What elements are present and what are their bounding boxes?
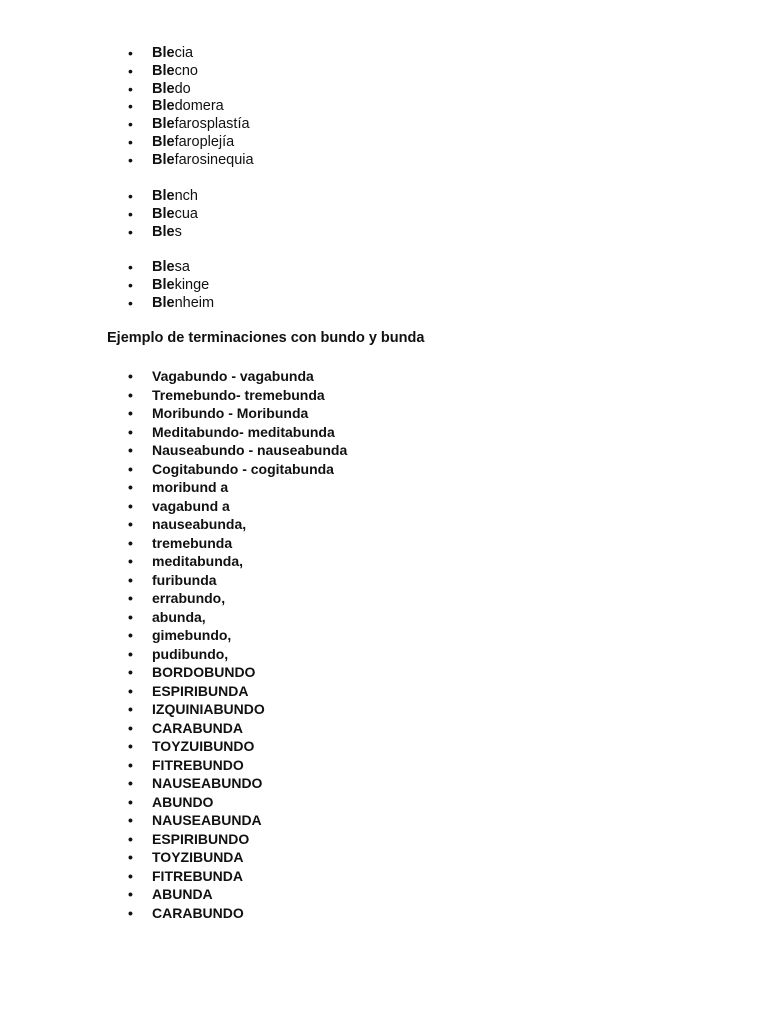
list-item-text: Meditabundo- meditabunda [152, 423, 335, 440]
bullet-icon: • [128, 793, 133, 810]
bullet-icon: • [128, 405, 133, 421]
list-item [128, 608, 347, 627]
list-item [128, 793, 347, 812]
word-prefix: Ble [152, 62, 175, 79]
word-suffix: farosinequia [174, 151, 254, 168]
word-prefix: Ble [152, 80, 175, 97]
word-suffix: nheim [174, 294, 215, 311]
list-item [128, 737, 347, 756]
bullet-icon: • [128, 442, 133, 458]
list-item-text: ABUNDO [152, 793, 214, 810]
bullet-icon: • [128, 98, 133, 115]
bullet-icon: • [128, 756, 133, 773]
list-item-text: moribund a [152, 479, 229, 495]
list-item [128, 423, 347, 442]
list-item [128, 367, 347, 386]
bullet-icon: • [128, 460, 133, 477]
list-item-text: BORDOBUNDO [152, 664, 256, 680]
bullet-icon: • [128, 368, 133, 384]
bullet-icon: • [128, 80, 133, 97]
word-suffix: kinge [174, 276, 210, 293]
list-item-text: TOYZIBUNDA [152, 849, 244, 865]
list-item [128, 386, 347, 405]
bullet-icon: • [128, 45, 133, 61]
list-item-text: IZQUINIABUNDO [152, 701, 265, 717]
list-item [128, 460, 347, 479]
bullet-icon: • [128, 151, 133, 168]
bullet-icon: • [128, 719, 133, 736]
bullet-icon: • [128, 479, 133, 495]
list-item-text: TOYZUIBUNDO [152, 738, 255, 754]
list-item [128, 589, 347, 608]
list-item [128, 478, 347, 497]
list-item-text: ESPIRIBUNDA [152, 682, 249, 699]
bullet-icon: • [128, 294, 133, 311]
list-item [128, 188, 198, 206]
bullet-icon: • [128, 886, 133, 902]
bullet-icon: • [128, 553, 133, 569]
list-item [128, 206, 198, 224]
word-suffix: faroplejía [174, 133, 235, 150]
word-suffix: do [174, 80, 191, 97]
word-suffix: nch [174, 188, 198, 204]
list-item [128, 497, 347, 516]
list-item [128, 441, 347, 460]
list-item [128, 295, 214, 313]
list-item [128, 848, 347, 867]
bullet-icon: • [128, 608, 133, 625]
list-item [128, 534, 347, 553]
bullet-icon: • [128, 904, 133, 921]
ble-word-list-2 [128, 188, 198, 241]
word-prefix: Ble [152, 133, 175, 150]
word-prefix: Ble [152, 188, 175, 204]
list-item [128, 774, 347, 793]
word-suffix: cno [174, 62, 198, 79]
list-item [128, 98, 254, 116]
list-item-text: pudibundo, [152, 645, 229, 662]
bullet-icon: • [128, 830, 133, 847]
bullet-icon: • [128, 590, 133, 606]
bullet-icon: • [128, 423, 133, 440]
bundo-bunda-list [128, 367, 347, 922]
list-item-text: CARABUNDA [152, 719, 243, 736]
bullet-icon: • [128, 775, 133, 791]
list-item-text: Tremebundo- tremebunda [152, 386, 325, 403]
list-item [128, 63, 254, 81]
list-item [128, 81, 254, 99]
list-item-text: CARABUNDO [152, 904, 244, 921]
list-item-text: FITREBUNDA [152, 867, 243, 884]
list-item-text: Vagabundo - vagabunda [152, 368, 314, 384]
bullet-icon: • [128, 534, 133, 551]
word-suffix: sa [174, 259, 190, 275]
list-item [128, 45, 254, 63]
bullet-icon: • [128, 867, 133, 884]
list-item [128, 645, 347, 664]
list-item-text: Cogitabundo - cogitabunda [152, 460, 334, 477]
word-suffix: cua [174, 205, 198, 222]
list-item [128, 552, 347, 571]
list-item [128, 682, 347, 701]
word-prefix: Ble [152, 151, 175, 168]
bullet-icon: • [128, 738, 133, 754]
list-item [128, 626, 347, 645]
bullet-icon: • [128, 116, 133, 133]
bullet-icon: • [128, 645, 133, 662]
list-item-text: nauseabunda, [152, 516, 247, 532]
bullet-icon: • [128, 516, 133, 532]
word-suffix: s [174, 223, 182, 240]
bullet-icon: • [128, 276, 133, 293]
list-item-text: vagabund a [152, 497, 230, 514]
section-heading: Ejemplo de terminaciones con bundo y bunda [107, 330, 425, 346]
word-prefix: Ble [152, 98, 175, 115]
list-item [128, 904, 347, 923]
list-item [128, 134, 254, 152]
bullet-icon: • [128, 205, 133, 222]
word-suffix: domera [174, 98, 224, 115]
list-item [128, 830, 347, 849]
list-item-text: FITREBUNDO [152, 756, 244, 773]
list-item [128, 116, 254, 134]
word-prefix: Ble [152, 294, 175, 311]
list-item [128, 404, 347, 423]
list-item-text: furibunda [152, 571, 217, 588]
bullet-icon: • [128, 849, 133, 865]
list-item-text: ABUNDA [152, 886, 213, 902]
list-item [128, 259, 214, 277]
list-item-text: NAUSEABUNDA [152, 812, 262, 828]
list-item [128, 663, 347, 682]
ble-word-list-1 [128, 45, 254, 170]
list-item [128, 571, 347, 590]
list-item [128, 811, 347, 830]
word-prefix: Ble [152, 205, 175, 222]
list-item [128, 515, 347, 534]
list-item [128, 700, 347, 719]
bullet-icon: • [128, 62, 133, 79]
bullet-icon: • [128, 812, 133, 828]
list-item-text: errabundo, [152, 590, 226, 606]
bullet-icon: • [128, 664, 133, 680]
word-prefix: Ble [152, 259, 175, 275]
word-prefix: Ble [152, 276, 175, 293]
bullet-icon: • [128, 259, 133, 275]
list-item [128, 867, 347, 886]
list-item-text: gimebundo, [152, 627, 232, 643]
list-item-text: NAUSEABUNDO [152, 775, 263, 791]
bullet-icon: • [128, 497, 133, 514]
list-item [128, 152, 254, 170]
list-item-text: Moribundo - Moribunda [152, 405, 309, 421]
list-item [128, 224, 198, 242]
bullet-icon: • [128, 571, 133, 588]
list-item-text: abunda, [152, 608, 206, 625]
word-prefix: Ble [152, 45, 175, 61]
bullet-icon: • [128, 223, 133, 240]
list-item [128, 885, 347, 904]
word-prefix: Ble [152, 223, 175, 240]
word-suffix: farosplastía [174, 116, 250, 133]
bullet-icon: • [128, 386, 133, 403]
list-item-text: Nauseabundo - nauseabunda [152, 442, 348, 458]
bullet-icon: • [128, 701, 133, 717]
list-item-text: ESPIRIBUNDO [152, 830, 250, 847]
word-prefix: Ble [152, 116, 175, 133]
bullet-icon: • [128, 627, 133, 643]
bullet-icon: • [128, 682, 133, 699]
list-item [128, 719, 347, 738]
word-suffix: cia [174, 45, 194, 61]
ble-word-list-3 [128, 259, 214, 312]
bullet-icon: • [128, 188, 133, 204]
list-item-text: meditabunda, [152, 553, 244, 569]
list-item [128, 277, 214, 295]
list-item-text: tremebunda [152, 534, 233, 551]
list-item [128, 756, 347, 775]
bullet-icon: • [128, 133, 133, 150]
